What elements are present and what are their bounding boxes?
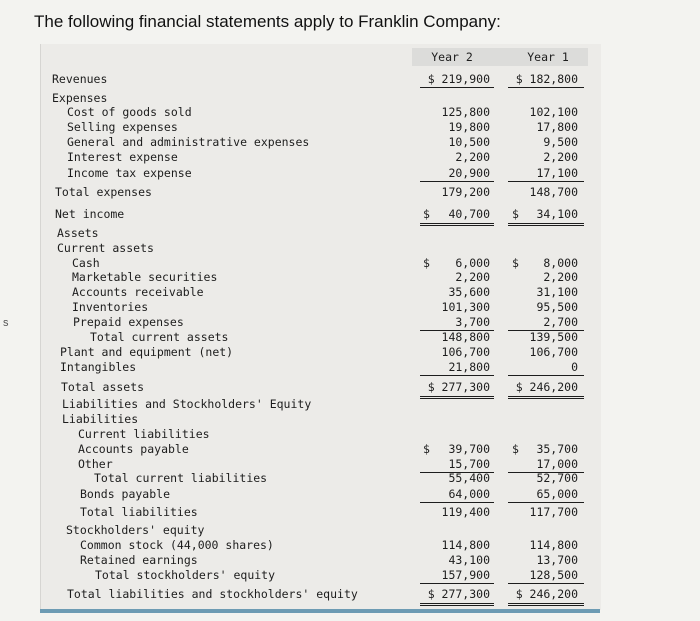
year1-value: 8,000 [543, 256, 578, 270]
dollar-sign: $ [512, 442, 519, 456]
underline-rule [508, 87, 584, 88]
underline-rule [508, 396, 584, 397]
row-label: General and administrative expenses [67, 135, 310, 149]
underline-rule [420, 603, 494, 604]
dollar-sign: $ [512, 256, 519, 270]
row-label: Inventories [72, 300, 149, 314]
page-title: The following financial statements apply to Franklin Company: [34, 12, 501, 31]
underline-rule [508, 398, 584, 399]
row-label: Total liabilities [80, 505, 198, 519]
row-label: Bonds payable [80, 487, 171, 501]
row-label: Stockholders' equity [66, 523, 205, 537]
underline-rule [508, 225, 584, 226]
bottom-accent-bar [40, 609, 600, 613]
year2-value: 101,300 [441, 300, 490, 314]
dollar-sign: $ [423, 256, 430, 270]
year2-value: 39,700 [448, 442, 490, 456]
row-label: Cash [72, 256, 100, 270]
row-label: Interest expense [67, 150, 178, 164]
underline-rule [508, 605, 584, 606]
underline-rule [420, 223, 494, 224]
year2-value: $ 277,300 [427, 380, 490, 394]
year2-value: 10,500 [448, 135, 490, 149]
year1-value: $ 246,200 [515, 587, 578, 601]
row-label: Current liabilities [78, 427, 210, 441]
year2-header: Year 2 [431, 50, 473, 64]
year2-value: 125,800 [441, 105, 490, 119]
row-label: Intangibles [60, 360, 137, 374]
underline-rule [420, 583, 494, 584]
row-label: Plant and equipment (net) [60, 345, 234, 359]
year1-value: 17,000 [536, 457, 578, 471]
row-label: Total expenses [55, 185, 152, 199]
row-label: Total current liabilities [94, 471, 268, 485]
year2-value: 19,800 [448, 120, 490, 134]
row-label: Expenses [52, 91, 108, 105]
year1-value: 31,100 [536, 285, 578, 299]
year1-value: 102,100 [529, 105, 578, 119]
row-label: Accounts receivable [72, 285, 204, 299]
year1-value: 17,800 [536, 120, 578, 134]
year2-value: 35,600 [448, 285, 490, 299]
year1-value: $ 182,800 [515, 72, 578, 86]
underline-rule [420, 181, 494, 182]
row-label: Revenues [52, 72, 108, 86]
row-label: Retained earnings [80, 553, 198, 567]
year2-value: $ 219,900 [427, 72, 490, 86]
underline-rule [420, 375, 494, 376]
year2-value: 114,800 [441, 538, 490, 552]
dollar-sign: $ [512, 207, 519, 221]
underline-rule [420, 398, 494, 399]
row-label: Common stock (44,000 shares) [80, 538, 274, 552]
row-label: Liabilities [62, 412, 139, 426]
year2-value: 40,700 [448, 207, 490, 221]
underline-rule [508, 223, 584, 224]
year2-value: 64,000 [448, 487, 490, 501]
year1-value: 148,700 [529, 185, 578, 199]
year2-value: 15,700 [448, 457, 490, 471]
year2-value: 179,200 [441, 185, 490, 199]
underline-rule [508, 502, 584, 503]
year1-value: 106,700 [529, 345, 578, 359]
year1-value: 2,700 [543, 315, 578, 329]
row-label: Prepaid expenses [73, 315, 184, 329]
row-label: Liabilities and Stockholders' Equity [62, 397, 312, 411]
year1-value: 117,700 [529, 505, 578, 519]
year1-value: 65,000 [536, 487, 578, 501]
row-label: Cost of goods sold [67, 105, 192, 119]
row-label: Current assets [57, 241, 154, 255]
year1-value: 114,800 [529, 538, 578, 552]
underline-rule [508, 583, 584, 584]
dollar-sign: $ [423, 442, 430, 456]
year2-value: 106,700 [441, 345, 490, 359]
row-label: Assets [57, 226, 99, 240]
year2-value: 2,200 [455, 270, 490, 284]
underline-rule [508, 181, 584, 182]
row-label: Total assets [61, 380, 145, 394]
year1-value: 13,700 [536, 553, 578, 567]
year1-value: 139,500 [529, 330, 578, 344]
underline-rule [508, 603, 584, 604]
row-label: Marketable securities [72, 270, 218, 284]
edge-mark: s [3, 317, 9, 329]
row-label: Total current assets [90, 330, 229, 344]
year1-value: 9,500 [543, 135, 578, 149]
year1-value: 17,100 [536, 166, 578, 180]
row-label: Income tax expense [67, 166, 192, 180]
year2-value: 20,900 [448, 166, 490, 180]
underline-rule [420, 502, 494, 503]
year2-value: 157,900 [441, 568, 490, 582]
row-label: Selling expenses [67, 120, 178, 134]
row-label: Other [78, 457, 113, 471]
year1-value: 2,200 [543, 150, 578, 164]
year1-value: 52,700 [536, 471, 578, 485]
year2-value: 119,400 [441, 505, 490, 519]
dollar-sign: $ [423, 207, 430, 221]
year2-value: 148,800 [441, 330, 490, 344]
row-label: Accounts payable [78, 442, 189, 456]
year2-value: 43,100 [448, 553, 490, 567]
year1-header: Year 1 [527, 50, 569, 64]
year1-value: $ 246,200 [515, 380, 578, 394]
underline-rule [420, 605, 494, 606]
year1-value: 0 [571, 360, 578, 374]
underline-rule [508, 375, 584, 376]
year1-value: 35,700 [536, 442, 578, 456]
row-label: Total liabilities and stockholders' equity [67, 587, 358, 601]
year2-value: 6,000 [455, 256, 490, 270]
row-label: Total stockholders' equity [95, 568, 276, 582]
year2-value: 21,800 [448, 360, 490, 374]
underline-rule [420, 87, 494, 88]
year1-value: 34,100 [536, 207, 578, 221]
year1-value: 128,500 [529, 568, 578, 582]
year2-value: 55,400 [448, 471, 490, 485]
underline-rule [420, 396, 494, 397]
year2-value: 3,700 [455, 315, 490, 329]
year2-value: $ 277,300 [427, 587, 490, 601]
year2-value: 2,200 [455, 150, 490, 164]
row-label: Net income [55, 207, 125, 221]
year1-value: 2,200 [543, 270, 578, 284]
underline-rule [420, 225, 494, 226]
year1-value: 95,500 [536, 300, 578, 314]
